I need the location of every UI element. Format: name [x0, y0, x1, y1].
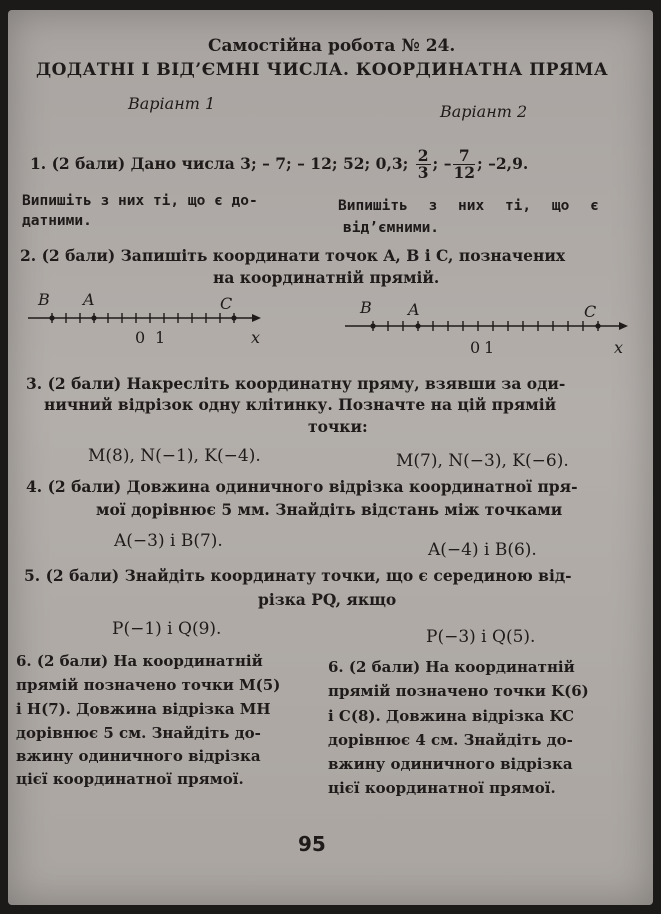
- task-6-variant-2-line: і C(8). Довжина відрізка KC: [328, 707, 575, 725]
- task-6-variant-1-line: прямій позначено точки M(5): [16, 676, 281, 694]
- axis-1-x: x: [251, 328, 261, 347]
- task-4-variant-2-points: A(−4) і B(6).: [428, 540, 537, 560]
- task-6-variant-2-line: 6. (2 бали) На координатній: [328, 658, 575, 676]
- task-6-variant-2-line: цієї координатної прямої.: [328, 779, 556, 797]
- axis-1-one: 1: [155, 328, 166, 347]
- point-a-marker: [415, 323, 420, 328]
- task-1-statement: [30, 148, 528, 182]
- axis-2-x: x: [614, 338, 624, 357]
- task-6-variant-2-line: прямій позначено точки K(6): [328, 682, 589, 700]
- axis-1-label-c: C: [220, 294, 233, 313]
- task-5-variant-1-points: P(−1) і Q(9).: [112, 619, 222, 639]
- point-b-marker: [370, 323, 375, 328]
- task-6-variant-1-line: цієї координатної прямої.: [16, 770, 244, 788]
- fraction-denominator: 12: [453, 163, 476, 183]
- task-1-minus: –: [443, 153, 452, 173]
- task-6-variant-1-line: 6. (2 бали) На координатній: [16, 652, 263, 670]
- axis-1-label-b: B: [38, 290, 50, 309]
- page-subtitle: ДОДАТНІ І ВІД’ЄМНІ ЧИСЛА. КООРДИНАТНА ПРЯМА: [36, 60, 609, 80]
- axis-arrow: [252, 314, 261, 322]
- fraction-numerator: 2: [417, 146, 429, 165]
- point-a-marker: [91, 315, 96, 320]
- axis-2-label-a: A: [408, 300, 420, 319]
- task-6-variant-2-line: вжину одиничного відрізка: [328, 755, 573, 773]
- task-4-line-2: мої дорівнює 5 мм. Знайдіть відстань між точками: [96, 500, 563, 519]
- variant-1-label: Варіант 1: [128, 94, 216, 113]
- task-1-prefix: 1. (2 бали) Дано числа 3; – 7; – 12; 52; 0,3;: [30, 153, 409, 173]
- fraction-seven-twelfths: [453, 148, 475, 182]
- task-1-separator: ;: [432, 153, 439, 173]
- task-1-suffix: ; –2,9.: [477, 153, 529, 173]
- fraction-denominator: 3: [417, 163, 429, 183]
- point-c-marker: [231, 315, 236, 320]
- task-5-variant-2-points: P(−3) і Q(5).: [426, 627, 536, 647]
- task-6-variant-1-line: дорівнює 5 см. Знайдіть до-: [16, 724, 261, 742]
- task-2-line-1: 2. (2 бали) Запишіть координати точок A, B і C, позначених: [20, 246, 566, 265]
- task-1-variant-1-line-1: Випишіть з них ті, що є до-: [22, 193, 258, 209]
- axis-2-one: 1: [484, 338, 495, 357]
- task-6-variant-2-line: дорівнює 4 см. Знайдіть до-: [328, 731, 573, 749]
- fraction-two-thirds: [416, 148, 431, 182]
- axis-2-label-b: B: [360, 298, 372, 317]
- page-title: Самостійна робота № 24.: [208, 36, 456, 56]
- task-3-line-3: точки:: [308, 417, 368, 436]
- task-1-variant-2-line-1: Випишіть з них ті, що є: [338, 198, 599, 214]
- task-3-variant-1-points: M(8), N(−1), K(−4).: [88, 446, 261, 466]
- task-5-line-2: різка PQ, якщо: [258, 590, 397, 609]
- axis-arrow: [619, 322, 628, 330]
- variant-2-label: Варіант 2: [440, 102, 528, 121]
- task-2-line-2: на координатній прямій.: [213, 268, 440, 287]
- page-number: 95: [298, 832, 326, 856]
- task-1-variant-1-line-2: датними.: [22, 213, 92, 229]
- task-5-line-1: 5. (2 бали) Знайдіть координату точки, що є серединою від-: [24, 566, 572, 585]
- coordinate-line-1: [26, 308, 266, 328]
- task-3-line-2: ничний відрізок одну клітинку. Позначте на цій прямій: [44, 395, 557, 414]
- axis-2-zero: 0: [470, 338, 481, 357]
- axis-1-zero: 0: [135, 328, 146, 347]
- task-1-variant-2-line-2: від’ємними.: [343, 220, 440, 236]
- task-4-variant-1-points: A(−3) і B(7).: [114, 531, 223, 551]
- fraction-numerator: 7: [453, 148, 475, 165]
- task-3-line-1: 3. (2 бали) Накресліть координатну пряму, взявши за оди-: [26, 374, 566, 393]
- coordinate-line-2: [343, 316, 633, 336]
- axis-1-label-a: A: [83, 290, 95, 309]
- point-b-marker: [49, 315, 54, 320]
- task-6-variant-1-line: вжину одиничного відрізка: [16, 747, 261, 765]
- point-c-marker: [595, 323, 600, 328]
- workbook-page: [8, 10, 653, 905]
- task-6-variant-1-line: і H(7). Довжина відрізка MH: [16, 700, 271, 718]
- axis-2-label-c: C: [584, 302, 597, 321]
- task-3-variant-2-points: M(7), N(−3), K(−6).: [396, 451, 569, 471]
- task-4-line-1: 4. (2 бали) Довжина одиничного відрізка координатної пря-: [26, 477, 578, 496]
